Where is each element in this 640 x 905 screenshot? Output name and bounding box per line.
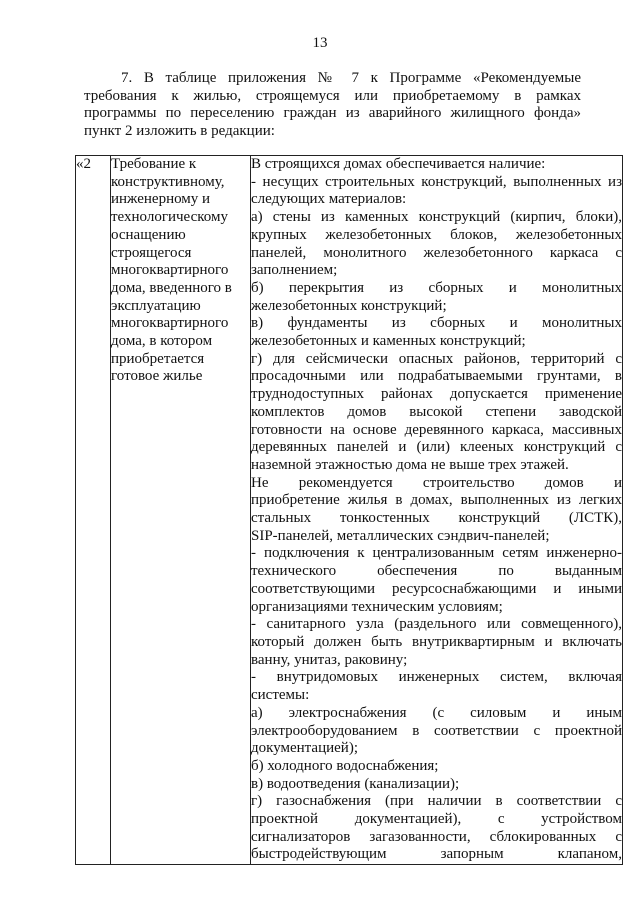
- content-line: Не рекомендуется строительство домов и: [251, 474, 622, 491]
- content-line: проектной документацией), с устройством: [251, 811, 622, 828]
- content-line: просадочными или подрабатываемыми грунтами, в: [251, 368, 622, 385]
- amendment-table: [75, 155, 623, 865]
- content-line: в) фундаменты из сборных и монолитных: [251, 315, 622, 332]
- content-line: соответствующими ресурсоснабжающими и иными: [251, 580, 622, 597]
- content-line: В строящихся домах обеспечивается наличие:: [251, 156, 546, 172]
- content-line: железобетонных конструкций;: [251, 297, 447, 314]
- content-line: который должен быть внутриквартирным и включать: [251, 633, 622, 650]
- content-line: г) для сейсмически опасных районов, территорий с: [251, 350, 622, 367]
- content-line: наземной этажностью дома не выше трех этажей.: [251, 456, 569, 473]
- content-line: ванну, унитаз, раковину;: [251, 651, 408, 668]
- requirement-content-cell: [251, 156, 623, 865]
- content-line: следующих материалов:: [251, 191, 407, 208]
- content-line: г) газоснабжения (при наличии в соответствии с: [251, 793, 622, 810]
- content-line: системы:: [251, 687, 310, 704]
- content-line: труднодоступных районах допускается применение: [251, 386, 622, 403]
- row-number: «2: [76, 156, 91, 172]
- content-line: б) холодного водоснабжения;: [251, 757, 439, 774]
- page-number: 13: [312, 35, 328, 51]
- requirement-line: приобретается: [111, 350, 205, 367]
- content-line: а) электроснабжения (с силовым и иным: [251, 704, 622, 721]
- content-line: комплектов домов высокой степени заводской: [251, 403, 622, 420]
- content-line: - санитарного узла (раздельного или совмещенного),: [251, 616, 622, 633]
- paragraph-line: пункт 2 изложить в редакции:: [84, 122, 275, 139]
- content-line: электрооборудованием в соответствии с проектной: [251, 722, 622, 739]
- content-line: панелей, монолитного железобетонного каркаса с: [251, 244, 622, 261]
- content-line: а) стены из каменных конструкций (кирпич, блоки),: [251, 209, 622, 226]
- requirement-line: готовое жилье: [111, 368, 203, 385]
- paragraph-line: программы по переселению граждан из аварийного жилищного фонда»: [84, 105, 581, 121]
- row-number-cell: [76, 156, 111, 865]
- requirement-line: инженерному и: [111, 191, 211, 208]
- requirement-line: многоквартирного: [111, 315, 229, 332]
- content-line: стальных тонкостенных конструкций (ЛСТК),: [251, 510, 622, 527]
- content-line: документацией);: [251, 740, 358, 757]
- content-line: приобретение жилья в домах, выполненных из легких: [251, 492, 622, 509]
- content-line: технического обеспечения по выданным: [251, 563, 622, 580]
- paragraph-line: требования к жилью, строящемуся или приобретаемому в рамках: [84, 87, 581, 104]
- paragraph-line: 7. В таблице приложения № 7 к Программе «Рекомендуемые: [121, 70, 581, 86]
- content-line: деревянных панелей и (или) клееных конструкций с: [251, 439, 622, 456]
- requirement-line: конструктивному,: [111, 173, 225, 190]
- requirement-name-cell: [111, 156, 251, 865]
- content-line: готовности на основе деревянного каркаса, массивных: [251, 421, 622, 438]
- requirement-line: дома, введенного в: [111, 279, 232, 296]
- requirement-line: Требование к: [111, 156, 197, 172]
- requirement-line: строящегося: [111, 244, 192, 261]
- content-line: в) водоотведения (канализации);: [251, 775, 460, 792]
- content-line: - внутридомовых инженерных систем, включая: [251, 669, 622, 686]
- requirement-line: технологическому: [111, 209, 228, 226]
- requirement-line: эксплуатацию: [111, 297, 201, 314]
- content-line: железобетонных и каменных конструкций;: [251, 333, 526, 350]
- content-line: сигнализаторов загазованности, сблокированных с: [251, 828, 622, 845]
- requirement-line: дома, в котором: [111, 333, 213, 350]
- content-line: - несущих строительных конструкций, выполненных из: [251, 173, 622, 190]
- content-line: быстродействующим запорным клапаном,: [251, 846, 622, 863]
- requirement-line: многоквартирного: [111, 262, 229, 279]
- content-line: - подключения к централизованным сетям инженерно-: [251, 545, 622, 562]
- requirement-line: оснащению: [111, 226, 186, 243]
- content-line: крупных железобетонных блоков, железобетонных: [251, 226, 622, 243]
- content-line: организациями техническим условиям;: [251, 598, 503, 615]
- content-line: SIP-панелей, металлических сэндвич-панелей;: [251, 527, 550, 544]
- content-line: заполнением;: [251, 262, 338, 279]
- content-line: б) перекрытия из сборных и монолитных: [251, 279, 622, 296]
- table-row: [76, 156, 623, 865]
- amendment-paragraph: [84, 70, 581, 140]
